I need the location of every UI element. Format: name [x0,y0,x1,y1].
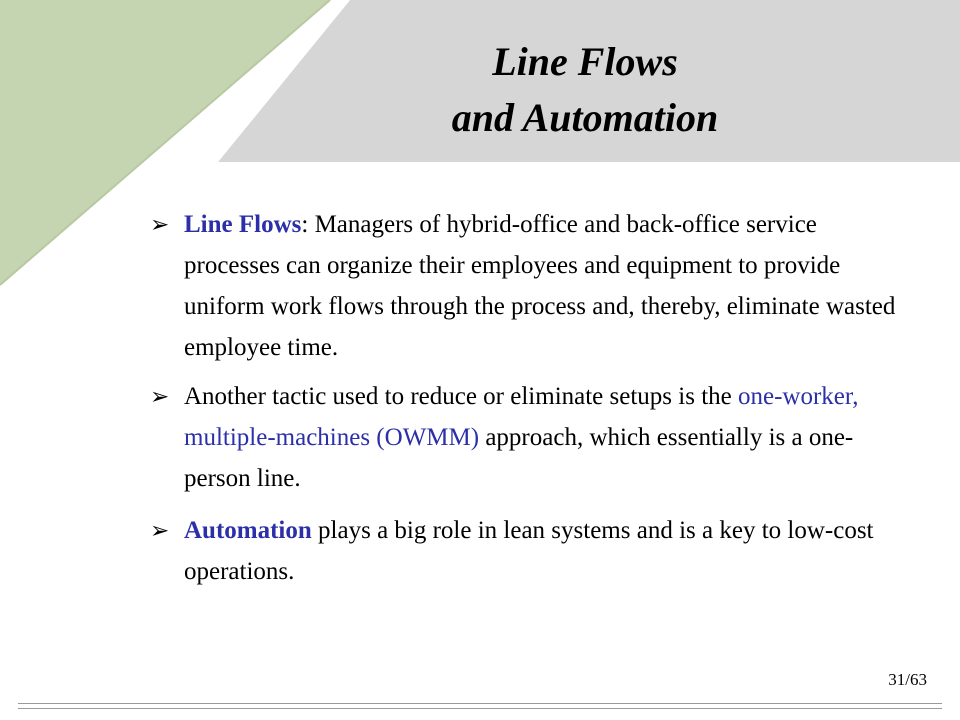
bullet-line-flows [150,204,910,368]
footer-rule-top [18,703,942,704]
footer-rule-bottom [18,708,942,709]
bullet-text [184,376,910,499]
bullet-text [184,510,910,592]
bullet-arrow-icon: ➢ [150,518,170,543]
bullet-owmm [150,376,910,499]
bullet-arrow-icon: ➢ [150,384,170,409]
title-line-2: and Automation [451,95,719,140]
bullet-body: plays a big role in lean systems and is a key to low-cost operations. [184,517,874,585]
bullet-automation [150,510,910,592]
bullet-text [184,204,910,368]
bullet-lead: Line Flows [184,211,302,238]
bullet-body: : Managers of hybrid-office and back-office service processes can organize their employees and equipment to provide uniform work flows through the process and, thereby, eliminate wasted employee time. [184,211,896,361]
bullet-prefix: Another tactic used to reduce or eliminate setups is the [184,383,738,410]
bullet-lead: Automation [184,517,312,544]
title-line-1: Line Flows [492,39,678,84]
bullet-highlight: one-worker, multiple-machines (OWMM) [184,383,859,451]
page-number: 31/63 [888,670,927,689]
bullet-suffix: approach, which essentially is a one-person line. [184,424,854,492]
bullet-arrow-icon: ➢ [150,212,170,237]
